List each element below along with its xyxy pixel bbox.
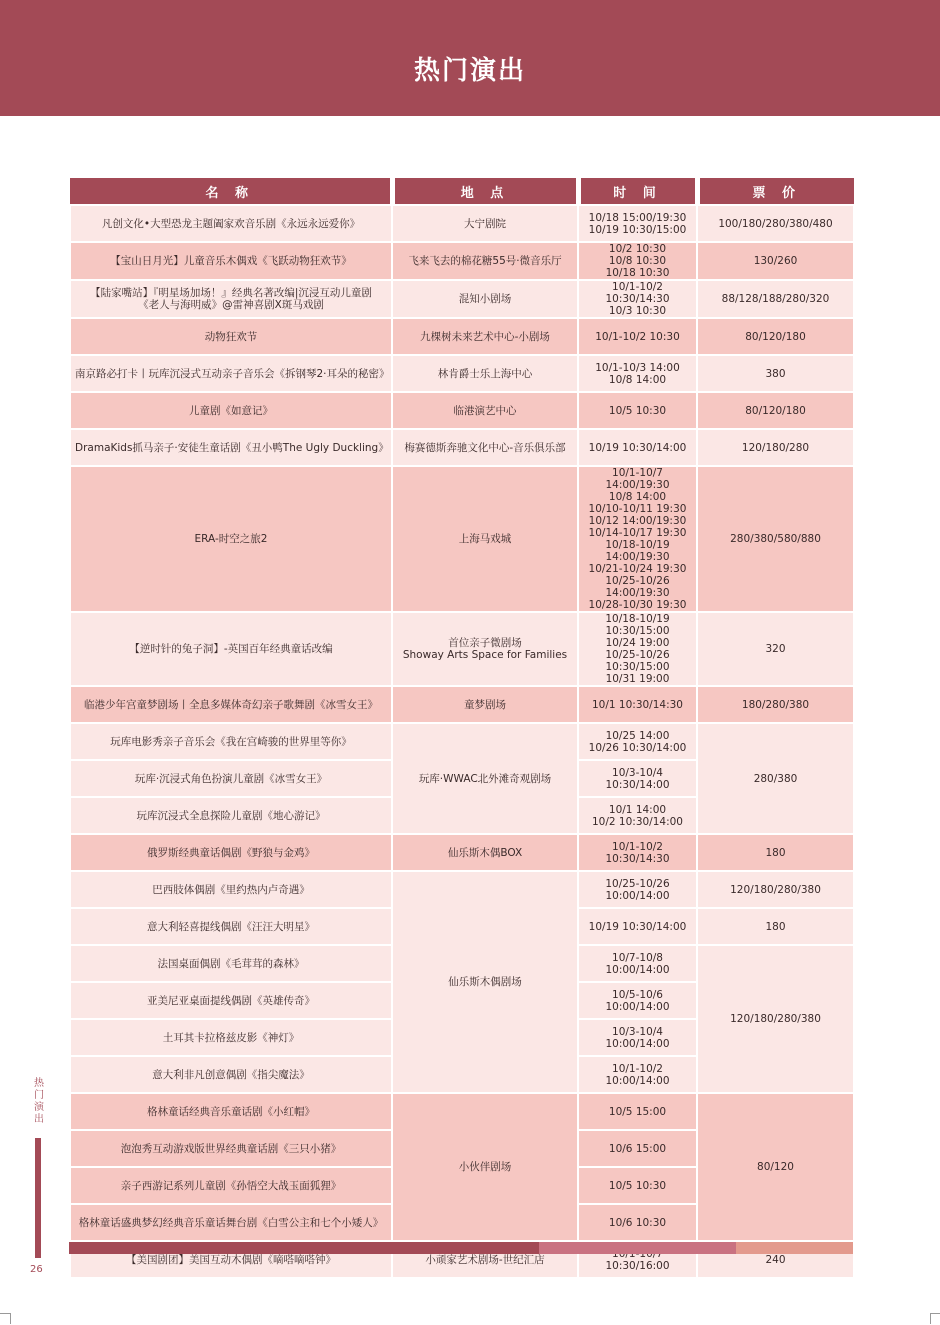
show-time: 10/5-10/6 10:00/14:00 [578, 982, 697, 1019]
show-price: 120/180/280/380 [697, 945, 854, 1093]
show-time: 10/6 10:30 [578, 1204, 697, 1241]
page-number: 26 [30, 1264, 43, 1275]
show-name: 【美国剧团】美国互动木偶剧《嘀嗒嘀嗒钟》 [70, 1241, 392, 1278]
bottom-bar-segment [69, 1242, 539, 1254]
show-time: 10/5 10:30 [578, 1167, 697, 1204]
show-time: 10/25 14:00 10/26 10:30/14:00 [578, 723, 697, 760]
show-venue: 小伙伴剧场 [392, 1093, 578, 1241]
show-time: 10/1-10/2 10:00/14:00 [578, 1056, 697, 1093]
show-price: 180 [697, 834, 854, 871]
show-name: 玩库·沉浸式角色扮演儿童剧《冰雪女王》 [70, 760, 392, 797]
show-time: 10/3-10/4 10:00/14:00 [578, 1019, 697, 1056]
table-row [70, 392, 854, 429]
show-venue: 上海马戏城 [392, 466, 578, 612]
bottom-bar-segment [736, 1242, 853, 1254]
show-name: 俄罗斯经典童话偶剧《野狼与金鸡》 [70, 834, 392, 871]
show-price: 80/120 [697, 1093, 854, 1241]
show-name: 南京路必打卡丨玩库沉浸式互动亲子音乐会《拆钢琴2·耳朵的秘密》 [70, 355, 392, 392]
show-venue: 林肯爵士乐上海中心 [392, 355, 578, 392]
show-price: 80/120/180 [697, 392, 854, 429]
table-row [70, 834, 854, 871]
table-row [70, 871, 854, 908]
show-time: 10/1-10/2 10:30/14:30 [578, 834, 697, 871]
show-time: 10/5 10:30 [578, 392, 697, 429]
show-time: 10/1-10/2 10:30 [578, 318, 697, 355]
show-time: 10/1 14:00 10/2 10:30/14:00 [578, 797, 697, 834]
table-row [70, 466, 854, 612]
show-name: 玩库沉浸式全息探险儿童剧《地心游记》 [70, 797, 392, 834]
bottom-color-bar [69, 1242, 853, 1254]
show-name: 临港少年宫童梦剧场丨全息多媒体奇幻亲子歌舞剧《冰雪女王》 [70, 686, 392, 723]
column-header-time: 时 间 [578, 178, 697, 205]
show-name: 泡泡秀互动游戏版世界经典童话剧《三只小猪》 [70, 1130, 392, 1167]
show-venue: 首位亲子微剧场 Showay Arts Space for Families [392, 612, 578, 686]
show-venue: 混知小剧场 [392, 280, 578, 318]
show-name: 凡创文化•大型恐龙主题阖家欢音乐剧《永远永远爱你》 [70, 205, 392, 242]
page-title: 热门演出 [413, 56, 526, 86]
table-row [70, 723, 854, 760]
show-venue: 九棵树未来艺术中心-小剧场 [392, 318, 578, 355]
show-time: 10/18 15:00/19:30 10/19 10:30/15:00 [578, 205, 697, 242]
show-time: 10/5 15:00 [578, 1093, 697, 1130]
show-time: 10/2 10:30 10/8 10:30 10/18 10:30 [578, 242, 697, 280]
show-price: 320 [697, 612, 854, 686]
show-venue: 仙乐斯木偶BOX [392, 834, 578, 871]
show-venue: 童梦剧场 [392, 686, 578, 723]
table-row [70, 280, 854, 318]
show-time: 10/18-10/19 10:30/15:00 10/24 19:00 10/25-10/26 10:30/15:00 10/31 19:00 [578, 612, 697, 686]
show-venue: 梅赛德斯奔驰文化中心-音乐俱乐部 [392, 429, 578, 466]
crop-mark [930, 1313, 940, 1324]
show-name: ERA-时空之旅2 [70, 466, 392, 612]
table-row [70, 205, 854, 242]
show-price: 240 [697, 1241, 854, 1278]
show-name: 【宝山日月光】儿童音乐木偶戏《飞跃动物狂欢节》 [70, 242, 392, 280]
show-name: DramaKids抓马亲子·安徒生童话剧《丑小鸭The Ugly Duckling》 [70, 429, 392, 466]
bottom-bar-segment [539, 1242, 736, 1254]
show-time: 10/25-10/26 10:00/14:00 [578, 871, 697, 908]
column-header-venue: 地 点 [392, 178, 578, 205]
show-venue: 飞来飞去的棉花糖55号·微音乐厅 [392, 242, 578, 280]
column-header-price: 票 价 [697, 178, 854, 205]
show-time: 10/7-10/8 10:00/14:00 [578, 945, 697, 982]
table-row [70, 1093, 854, 1130]
show-name: 亲子西游记系列儿童剧《孙悟空大战玉面狐狸》 [70, 1167, 392, 1204]
show-price: 100/180/280/380/480 [697, 205, 854, 242]
show-time: 10/6 15:00 [578, 1130, 697, 1167]
show-time: 10/1 10:30/14:30 [578, 686, 697, 723]
show-name: 意大利非凡创意偶剧《指尖魔法》 [70, 1056, 392, 1093]
show-venue: 玩库·WWAC北外滩奇观剧场 [392, 723, 578, 834]
side-section-label: 热门演出 [34, 1078, 44, 1125]
show-name: 格林童话经典音乐童话剧《小红帽》 [70, 1093, 392, 1130]
show-venue: 大宁剧院 [392, 205, 578, 242]
show-name: 儿童剧《如意记》 [70, 392, 392, 429]
show-time: 10/19 10:30/14:00 [578, 908, 697, 945]
show-name: 亚美尼亚桌面提线偶剧《英雄传奇》 [70, 982, 392, 1019]
show-time: 10:30/16:00 [578, 1241, 697, 1278]
column-header-name: 名 称 [70, 178, 392, 205]
show-time: 10/3-10/4 10:30/14:00 [578, 760, 697, 797]
show-price: 180/280/380 [697, 686, 854, 723]
table-row [70, 355, 854, 392]
show-name: 玩库电影秀亲子音乐会《我在宫崎骏的世界里等你》 [70, 723, 392, 760]
table-row [70, 686, 854, 723]
side-accent-bar [35, 1138, 41, 1258]
show-name: 【逆时针的兔子洞】-英国百年经典童话改编 [70, 612, 392, 686]
show-price: 280/380/580/880 [697, 466, 854, 612]
show-time: 10/19 10:30/14:00 [578, 429, 697, 466]
crop-mark [0, 1313, 11, 1324]
show-price: 80/120/180 [697, 318, 854, 355]
show-price: 180 [697, 908, 854, 945]
show-price: 130/260 [697, 242, 854, 280]
show-time: 10/1-10/7 14:00/19:30 10/8 14:00 10/10-10/11 19:30 10/12 14:00/19:30 10/14-10/17 19:30 10/18-10/19 14:00/19:30 10/21-10/24 19:30 10/25-10/26 14:00/19:30 10/28-10/30 19:30 [578, 466, 697, 612]
header-banner [0, 0, 940, 116]
show-price: 120/180/280 [697, 429, 854, 466]
show-price: 120/180/280/380 [697, 871, 854, 908]
show-price: 280/380 [697, 723, 854, 834]
show-name: 【陆家嘴站】『明星场加场！』经典名著改编|沉浸互动儿童剧 《老人与海明威》@雷神喜剧X斑马戏剧 [70, 280, 392, 318]
show-price: 380 [697, 355, 854, 392]
show-name: 土耳其卡拉格兹皮影《神灯》 [70, 1019, 392, 1056]
table-header-row [70, 178, 854, 205]
show-venue: 仙乐斯木偶剧场 [392, 871, 578, 1093]
table-row [70, 242, 854, 280]
show-time: 10/1-10/3 14:00 10/8 14:00 [578, 355, 697, 392]
show-name: 法国桌面偶剧《毛茸茸的森林》 [70, 945, 392, 982]
show-venue: 小顽家艺术剧场-世纪汇店 [392, 1241, 578, 1278]
show-name: 动物狂欢节 [70, 318, 392, 355]
show-time: 10/1-10/2 10:30/14:30 10/3 10:30 [578, 280, 697, 318]
show-venue: 临港演艺中心 [392, 392, 578, 429]
show-name: 巴西肢体偶剧《里约热内卢奇遇》 [70, 871, 392, 908]
show-price: 88/128/188/280/320 [697, 280, 854, 318]
performance-table [69, 178, 855, 1279]
show-name: 格林童话盛典梦幻经典音乐童话舞台剧《白雪公主和七个小矮人》 [70, 1204, 392, 1241]
table-row [70, 318, 854, 355]
show-name: 意大利轻喜提线偶剧《汪汪大明星》 [70, 908, 392, 945]
table-row [70, 429, 854, 466]
table-row [70, 612, 854, 686]
